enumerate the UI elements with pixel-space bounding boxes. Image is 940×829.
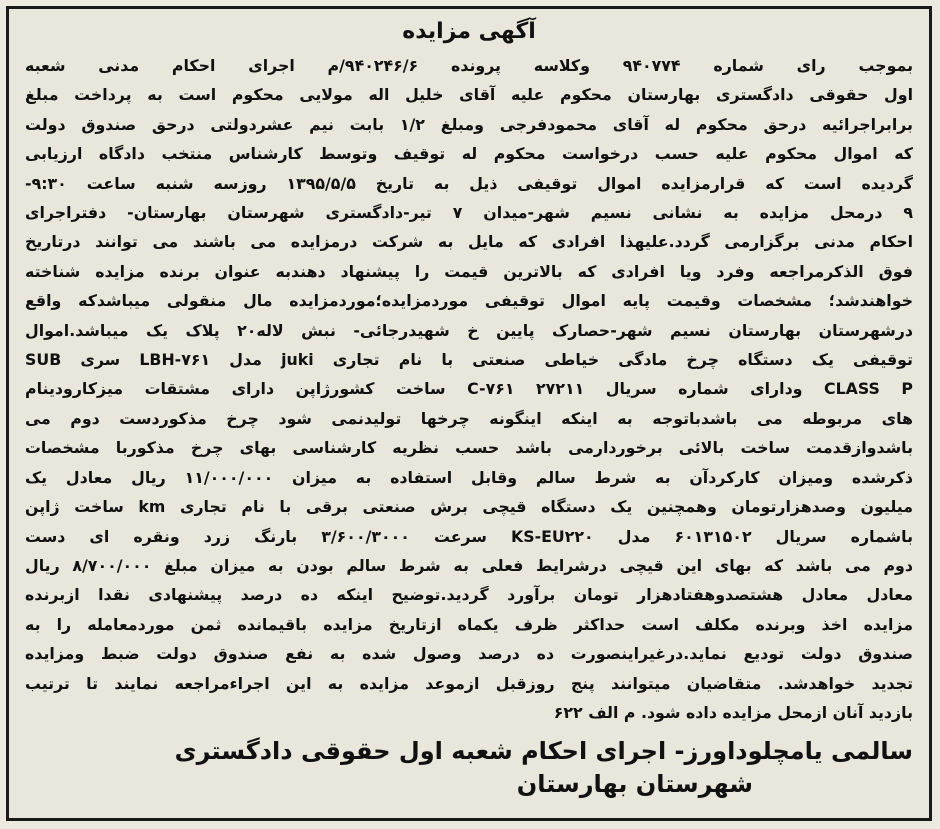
notice-line: بازدید آنان ازمحل مزایده داده شود. م الف ۶۲۲ [553,702,913,722]
notice-line: های مربوطه می باشدباتوجه به اینکه اینگونه چرخها تولیدنمی شود چرخ مذکوردست دوم می [25,408,913,428]
notice-body [25,51,913,727]
notice-line: معادل معادل هشتصدوهفتادهزار تومان برآورد گردید.توضیح اینکه ده درصد پیشنهادی نقدا ازبرنده [25,585,913,605]
notice-line: توقیفی یک دستگاه چرخ مادگی خیاطی صنعتی با نام تجاری juki مدل LBH-۷۶۱ سری SUB [25,350,913,370]
notice-line: گردیده است که قرارمزایده اموال توقیفی ذیل به تاریخ ۱۳۹۵/۵/۵ روزسه شنبه ساعت ۹:۳۰- [25,173,913,193]
notice-line: صندوق دولت تودیع نماید.درغیراینصورت ده درصد وصول شده به نفع صندوق دولت ضبط ومزایده [25,644,913,664]
notice-line: تجدید خواهدشد. متقاضیان میتوانند پنج روزقبل ازموعد مزایده به این اجراءمراجعه نمایند تا ترتیب [25,673,913,693]
notice-line: ذکرشده ومیزان کارکردآن به شرط سالم وقابل استفاده به میزان ۱۱/۰۰۰/۰۰۰ ریال معادل یک [25,467,913,487]
auction-notice [6,6,932,821]
notice-line: فوق الذکرمراجعه وفرد ویا افرادی که بالاترین قیمت را پیشنهاد دهندبه عنوان برنده مزایده شناخته [25,261,913,281]
notice-line: بموجب رای شماره ۹۴۰۷۷۴ وکلاسه پرونده ۹۴۰۲۴۶/۶/م اجرای احکام مدنی شعبه [25,56,913,75]
notice-line: باشماره سریال ۶۰۱۳۱۵۰۲ مدل KS-EU۲۲۰ سرعت ۳/۶۰۰/۳۰۰۰ بارنگ زرد ونقره ای دست [25,526,913,546]
signature-block [25,735,913,801]
notice-line: میلیون وصدهزارتومان وهمچنین یک دستگاه قیچی برش صنعتی برقی با نام تجاری km ساخت ژاپن [25,497,913,517]
notice-line: برابراجرائیه درحق محکوم له آقای محمودفرجی ومبلغ ۱/۲ بابت نیم عشردولتی درحق صندوق دولت [25,114,913,134]
signature-line: شهرستان بهارستان [516,770,753,799]
signature-line: سالمی یامچلوداورز- اجرای احکام شعبه اول حقوقی دادگستری [174,737,913,766]
notice-line: CLASS P ودارای شماره سریال ۲۷۲۱۱ C-۷۶۱ ساخت کشورژاپن دارای مشتقات میزکارودینام [25,379,913,399]
notice-line: که اموال محکوم علیه حسب درخواست محکوم له توقیف وتوسط کارشناس منتخب دادگاه ارزیابی [25,144,913,164]
notice-title: آگهی مزایده [402,19,536,44]
notice-line: باشدوازقدمت ساخت بالائی برخوردارمی باشد حسب نظریه کارشناسی بهای چرخ مذکوربا مشخصات [25,438,913,458]
notice-line: اول حقوقی دادگستری بهارستان محکوم علیه آقای خلیل اله مولایی محکوم است به پرداخت مبلغ [25,85,913,105]
notice-line: ۹ درمحل مزایده به نشانی نسیم شهر-میدان ۷ تیر-دادگستری شهرستان بهارستان- دفتراجرای [25,203,913,223]
notice-line: خواهندشد؛ مشخصات وقیمت پایه اموال توقیفی موردمزایده؛موردمزایده مال منقولی میباشدکه واقع [25,291,913,311]
notice-line: درشهرستان بهارستان نسیم شهر-حصارک پایین خ شهیدرجائی- نبش لاله۲۰ پلاک یک میباشد.اموال [25,320,913,340]
notice-line: احکام مدنی برگزارمی گردد.علیهذا افرادی که مایل به شرکت درمزایده می باشند می توانند درتاریخ [25,232,913,252]
notice-line: مزایده اخذ وبرنده مکلف است حداکثر ظرف یکماه ازتاریخ مزایده باقیمانده ثمن موردمعامله را به [25,614,913,634]
notice-line: دوم می باشد که بهای این قیچی درشرایط فعلی به شرط سالم بودن به میزان مبلغ ۸/۷۰۰/۰۰۰ ریال [25,555,913,575]
